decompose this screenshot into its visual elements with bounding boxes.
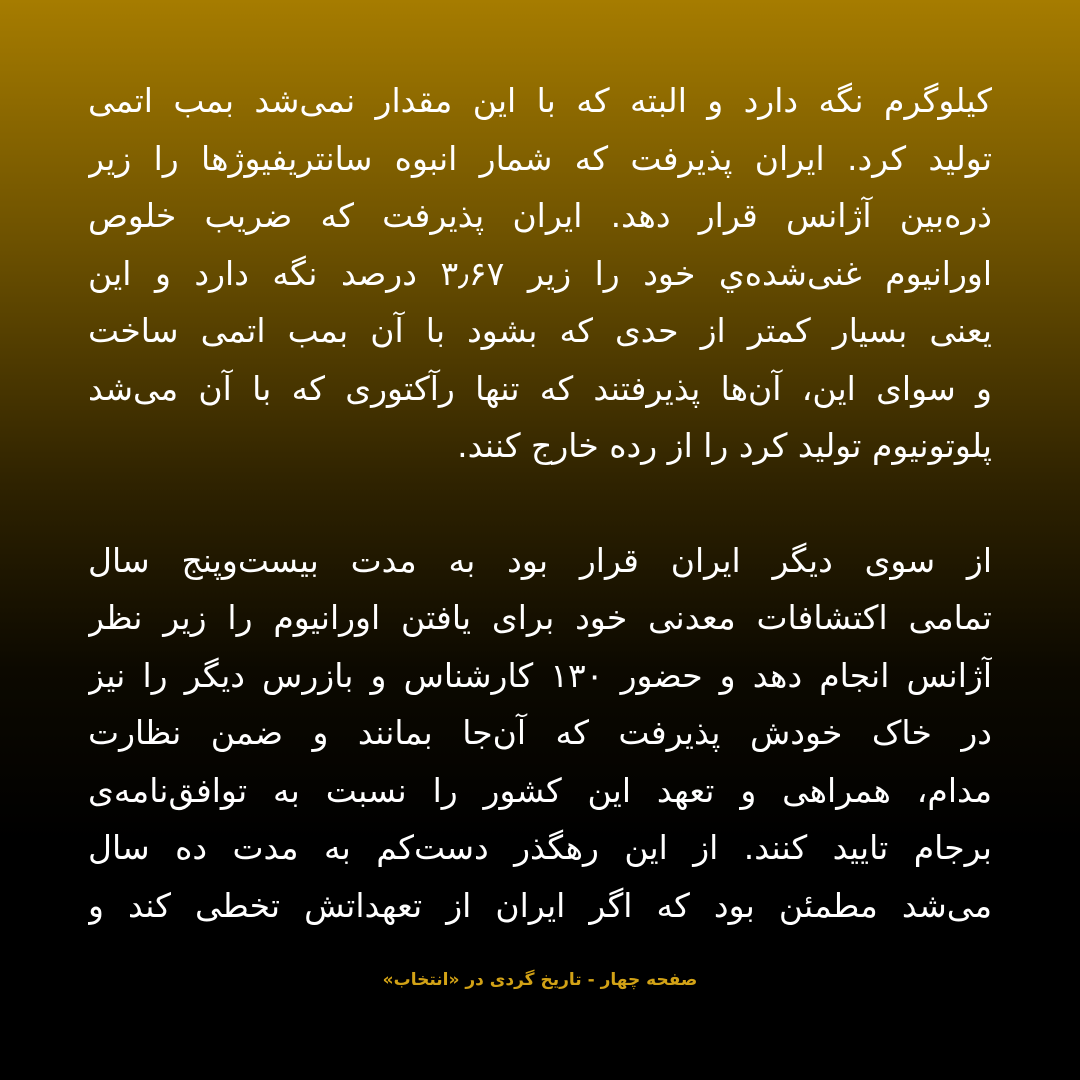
text-line: پلوتونیوم تولید کرد را از رده خارج کنند. xyxy=(457,426,992,465)
text-line: آژانس انجام دهد و حضور ۱۳۰ کارشناس و بازرس دیگر را نیز xyxy=(88,655,992,695)
text-line: یعنی بسیار کمتر از حدی که بشود با آن بمب اتمی ساخت xyxy=(88,311,992,350)
text-line: و سوای این، آن‌ها پذیرفتند که تنها رآکتوری که با آن می‌شد xyxy=(88,368,992,408)
text-line: می‌شد مطمئن بود که اگر ایران از تعهداتش تخطی کند و xyxy=(88,885,992,925)
article-body xyxy=(88,72,992,934)
text-line: تمامی اکتشافات معدنی خود برای یافتن اورانیوم را زیر نظر xyxy=(88,598,992,637)
text-line: کیلوگرم نگه دارد و البته که با این مقدار نمی‌شد بمب اتمی xyxy=(88,81,992,120)
text-line: در خاک خودش پذیرفت که آن‌جا بمانند و ضمن نظارت xyxy=(88,713,992,752)
text-line: تولید کرد. ایران پذیرفت که شمار انبوه سانتریفیوژها را زیر xyxy=(88,138,992,178)
page-footer-caption: صفحه چهار - تاریخ گردی در «انتخاب» xyxy=(382,970,698,990)
paragraph-gap xyxy=(88,475,992,532)
paragraph-1 xyxy=(88,72,992,475)
text-line: ذره‌بین آژانس قرار دهد. ایران پذیرفت که ضریب خلوص xyxy=(88,196,992,235)
text-line: مدام، همراهی و تعهد این کشور را نسبت به توافق‌نامه‌ی xyxy=(88,770,992,810)
text-line: برجام تایید کنند. از این رهگذر دست‌کم به مدت ده سال xyxy=(88,828,992,867)
paragraph-2 xyxy=(88,532,992,935)
text-line: اورانیوم غنی‌شده‌ي خود را زیر ۳٫۶۷ درصد نگه دارد و این xyxy=(88,253,992,293)
text-line: از سوی دیگر ایران قرار بود به مدت بیست‌وپنج سال xyxy=(88,540,992,580)
